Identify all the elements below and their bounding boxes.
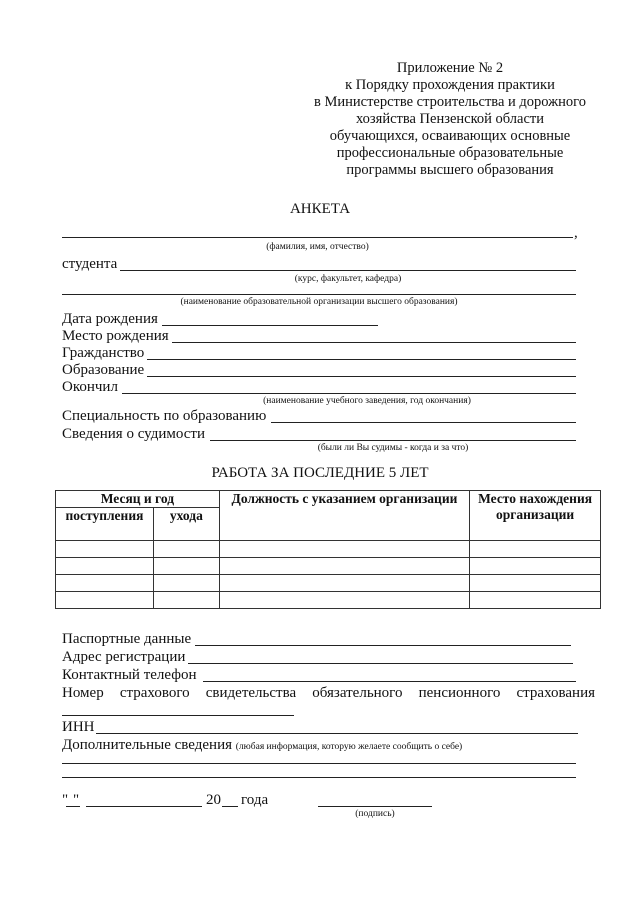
fullname-line[interactable] <box>62 237 573 238</box>
inn-label: ИНН <box>62 719 95 735</box>
quote-open: " <box>62 792 69 808</box>
conviction-label: Сведения о судимости <box>62 426 205 442</box>
graduated-line[interactable] <box>122 393 576 394</box>
fullname-caption: (фамилия, имя, отчество) <box>266 242 369 252</box>
specialty-label: Специальность по образованию <box>62 408 267 424</box>
table-cell[interactable] <box>153 575 219 592</box>
table-cell[interactable] <box>219 541 469 558</box>
table-cell[interactable] <box>56 575 154 592</box>
work-history-table <box>55 490 601 609</box>
additional-label <box>62 737 462 756</box>
year-suffix: года <box>241 792 269 808</box>
birth-date-line[interactable] <box>162 325 378 326</box>
conviction-caption: (были ли Вы судимы - когда и за что) <box>317 443 469 453</box>
signature-line[interactable] <box>318 806 432 807</box>
year-line[interactable] <box>222 806 238 807</box>
table-cell[interactable] <box>56 558 154 575</box>
work-heading: РАБОТА ЗА ПОСЛЕДНИЕ 5 ЛЕТ <box>211 465 429 481</box>
table-cell[interactable] <box>153 541 219 558</box>
phone-line[interactable] <box>203 681 576 682</box>
col-leave-header: ухода <box>153 508 219 541</box>
header-line: профессиональные образовательные <box>336 145 564 161</box>
student-caption: (курс, факультет, кафедра) <box>294 274 402 284</box>
table-cell[interactable] <box>153 558 219 575</box>
additional-line[interactable] <box>62 763 576 764</box>
organization-caption: (наименование образовательной организации высшего образования) <box>180 297 458 307</box>
table-cell[interactable] <box>219 592 469 609</box>
signature-caption: (подпись) <box>355 809 395 819</box>
insurance-line[interactable] <box>62 715 294 716</box>
citizenship-line[interactable] <box>147 359 576 360</box>
education-line[interactable] <box>147 376 576 377</box>
additional-label-text: Дополнительные сведения <box>62 737 233 753</box>
table-cell[interactable] <box>56 541 154 558</box>
conviction-line[interactable] <box>210 440 576 441</box>
additional-line[interactable] <box>62 777 576 778</box>
organization-line[interactable] <box>62 294 576 295</box>
header-line: хозяйства Пензенской области <box>355 111 545 127</box>
passport-label: Паспортные данные <box>62 631 192 647</box>
additional-note: (любая информация, которую желаете сообщить о себе) <box>235 742 463 752</box>
student-line[interactable] <box>120 270 576 271</box>
table-row <box>56 592 601 609</box>
table-row <box>56 558 601 575</box>
inn-line[interactable] <box>96 733 578 734</box>
header-line: в Министерстве строительства и дорожного <box>313 94 587 110</box>
fullname-comma: , <box>574 225 578 241</box>
insurance-label: Номер страхового свидетельства обязательного пенсионного страхования <box>62 685 595 701</box>
education-label: Образование <box>62 362 145 378</box>
table-cell[interactable] <box>470 575 601 592</box>
birth-place-line[interactable] <box>172 342 576 343</box>
table-cell[interactable] <box>153 592 219 609</box>
graduated-label: Окончил <box>62 379 118 395</box>
registration-label: Адрес регистрации <box>62 649 186 665</box>
page-title: АНКЕТА <box>289 201 351 217</box>
header-line: программы высшего образования <box>346 162 554 178</box>
table-row <box>56 541 601 558</box>
table-row <box>56 575 601 592</box>
header-line: к Порядку прохождения практики <box>345 77 555 93</box>
col-month-year-header: Месяц и год <box>56 491 220 508</box>
citizenship-label: Гражданство <box>62 345 145 361</box>
col-location-header: Место нахождения организации <box>470 491 601 541</box>
year-prefix: 20 <box>206 792 221 808</box>
student-label: студента <box>62 256 118 272</box>
table-cell[interactable] <box>219 575 469 592</box>
birth-date-label: Дата рождения <box>62 311 158 327</box>
graduated-caption: (наименование учебного заведения, год окончания) <box>263 396 471 406</box>
passport-line[interactable] <box>195 645 571 646</box>
col-position-header: Должность с указанием организации <box>219 491 469 541</box>
month-line[interactable] <box>86 806 202 807</box>
table-cell[interactable] <box>56 592 154 609</box>
registration-line[interactable] <box>188 663 573 664</box>
specialty-line[interactable] <box>271 422 576 423</box>
document-header <box>300 60 600 179</box>
table-cell[interactable] <box>470 558 601 575</box>
header-line: обучающихся, осваивающих основные <box>329 128 571 144</box>
table-cell[interactable] <box>219 558 469 575</box>
col-entry-header: поступления <box>56 508 154 541</box>
birth-place-label: Место рождения <box>62 328 169 344</box>
table-cell[interactable] <box>470 541 601 558</box>
quote-close: " <box>73 792 80 808</box>
table-cell[interactable] <box>470 592 601 609</box>
header-line: Приложение № 2 <box>396 60 504 76</box>
phone-label: Контактный телефон <box>62 667 197 683</box>
